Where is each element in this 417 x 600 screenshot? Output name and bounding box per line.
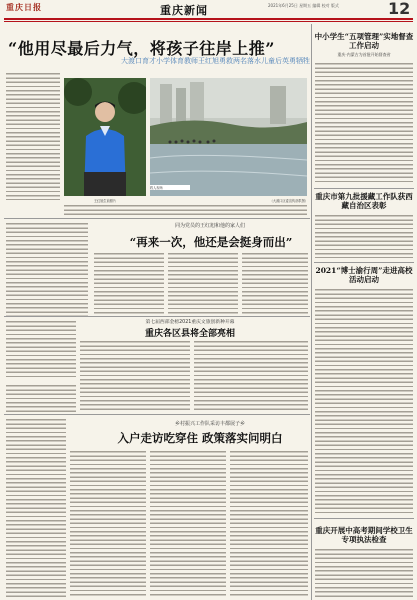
section4-col3: [150, 450, 226, 598]
masthead-rule-thin: [4, 21, 413, 22]
column-rule-right: [311, 24, 312, 600]
feature-kicker: 同为党员的王红旭和他的家人们: [174, 223, 245, 229]
lead-body-col1: [6, 72, 60, 200]
section-title: 重庆新闻: [160, 4, 208, 17]
section4-kicker: 乡村振兴工作队采访丰都展子乡: [174, 421, 245, 427]
right-subhead-1: 重庆·内蒙古为首批开始督查省: [337, 52, 391, 57]
right-body-3: [315, 288, 413, 516]
feature-left-col: [6, 222, 88, 316]
river-photo-tag: 救人现场: [150, 185, 190, 190]
teacher-photo: [64, 78, 146, 196]
lead-subheadline: 大渡口育才小学体育教师王红旭勇救两名落水儿童后英勇牺牲: [121, 57, 310, 65]
lead-headline: “他用尽最后力气，将孩子往岸上推”: [8, 39, 275, 58]
right-divider-1: [314, 188, 414, 189]
section3-body-col2: [80, 340, 190, 410]
page-number: 12: [388, 0, 411, 18]
river-photo-caption: （大渡口区委宣传部供图）: [269, 199, 308, 203]
section3-body-col3: [194, 340, 308, 410]
section3-left-col: [6, 320, 76, 380]
section4-top-rule: [4, 414, 310, 415]
feature-body-col2: [94, 252, 164, 314]
section4-title: 入户走访吃穿住 政策落实问明白: [117, 431, 283, 445]
section4-col1: [6, 418, 66, 598]
right-headline-1: 中小学生“五项管理”实地督查工作启动: [314, 32, 414, 50]
feature-top-rule: [4, 218, 310, 219]
date-line: 2021年6月25日 星期五 编辑 校对 版式: [268, 3, 339, 8]
section4-col4: [230, 450, 308, 598]
newspaper-logo: 重庆日报: [6, 2, 42, 12]
river-scene-photo: [150, 78, 307, 196]
right-divider-3: [314, 518, 414, 519]
right-headline-4: 重庆开展中高考期间学校卫生专项执法检查: [315, 526, 413, 544]
section3-kicker: 第七届西部金榜2021重庆文旅创新种开幕: [145, 320, 235, 325]
right-headline-2: 重庆市第九批援藏工作队获西藏自治区表彰: [315, 192, 413, 210]
section3-top-rule: [4, 316, 310, 317]
right-body-1: [315, 62, 413, 184]
right-headline-3: 2021“博士渝行周”走进高校活动启动: [315, 266, 413, 284]
feature-body-col4: [242, 252, 308, 314]
teacher-photo-caption: 王红旭生前照片: [93, 199, 117, 203]
feature-headline: “再来一次，他还是会挺身而出”: [129, 235, 293, 249]
section3-left-col-lower: [6, 384, 76, 414]
masthead-rule: [4, 18, 413, 20]
right-body-4: [315, 548, 413, 598]
right-body-2: [315, 214, 413, 258]
feature-body-col3: [168, 252, 238, 314]
section4-col2: [70, 450, 146, 598]
section3-title: 重庆各区县将全部亮相: [144, 329, 235, 339]
right-divider-2: [314, 262, 414, 263]
